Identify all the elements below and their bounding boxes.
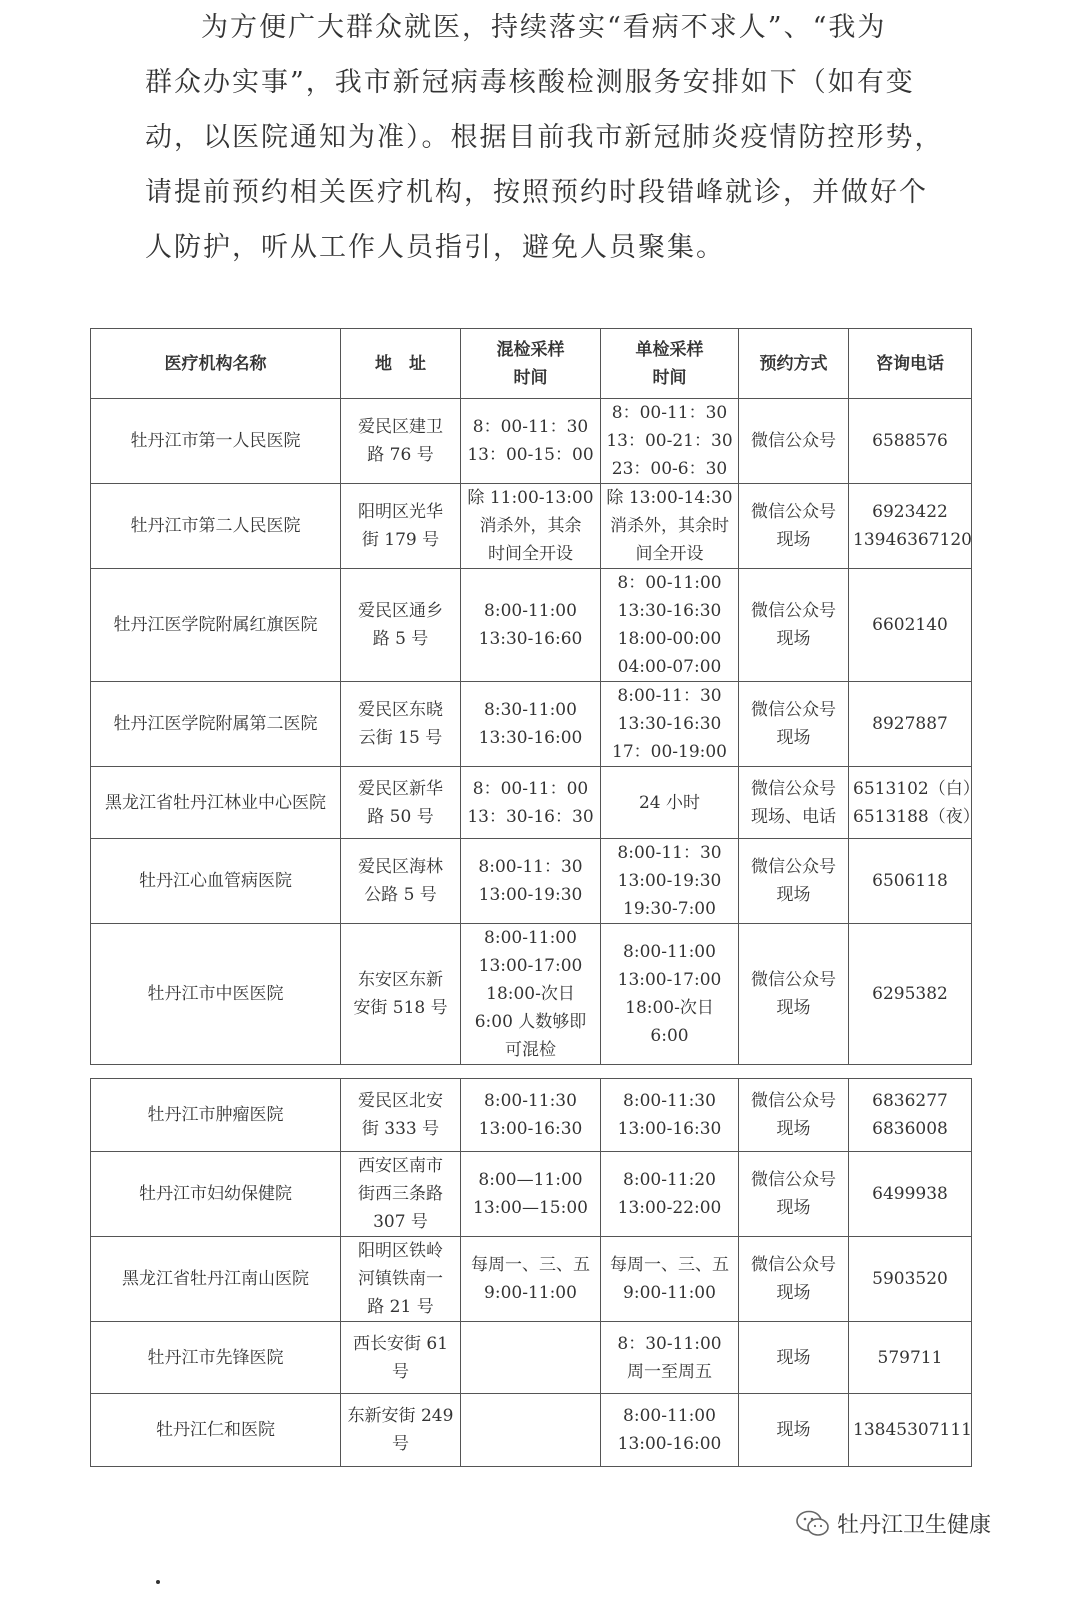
cell-single-time: 8：00-11:00 13:30-16:30 18:00-00:00 04:00-07:00 [601, 569, 739, 682]
cell-phone-number: 8927887 [849, 682, 972, 767]
intro-line: 动，以医院通知为准）。根据目前我市新冠肺炎疫情防控形势， [145, 122, 944, 153]
cell-single-time: 8：00-11：30 13：00-21：30 23：00-6：30 [601, 399, 739, 484]
table-row [91, 484, 972, 569]
wechat-icon [795, 1509, 831, 1539]
cell-single-time: 每周一、三、五 9:00-11:00 [601, 1237, 739, 1322]
table-row [91, 1152, 972, 1237]
cell-address: 爱民区北安 街 333 号 [341, 1079, 461, 1152]
wechat-account-brand [795, 1508, 991, 1539]
cell-booking-method: 微信公众号 [739, 399, 849, 484]
cell-booking-method: 微信公众号 现场 [739, 924, 849, 1065]
cell-mixed-time: 除 11:00-13:00 消杀外，其余 时间全开设 [461, 484, 601, 569]
cell-single-time: 除 13:00-14:30 消杀外，其余时 间全开设 [601, 484, 739, 569]
intro-line: 请提前预约相关医疗机构，按照预约时段错峰就诊，并做好个 [145, 177, 928, 208]
intro-paragraph [145, 0, 944, 275]
bullet-dot [156, 1580, 160, 1584]
cell-name: 牡丹江市先锋医院 [91, 1322, 341, 1394]
cell-mixed-time: 8:00-11:30 13:00-16:30 [461, 1079, 601, 1152]
cell-phone-number: 5903520 [849, 1237, 972, 1322]
cell-mixed-time: 8:00—11:00 13:00—15:00 [461, 1152, 601, 1237]
table-row [91, 1237, 972, 1322]
cell-name: 牡丹江仁和医院 [91, 1394, 341, 1467]
cell-mixed-time [461, 1322, 601, 1394]
cell-booking-method: 微信公众号 现场 [739, 682, 849, 767]
cell-phone-number: 579711 [849, 1322, 972, 1394]
cell-name: 牡丹江市第一人民医院 [91, 399, 341, 484]
cell-booking-method: 微信公众号 现场 [739, 484, 849, 569]
table-row [91, 767, 972, 839]
table-row [91, 924, 972, 1065]
cell-single-time: 8:00-11：30 13:30-16:30 17：00-19:00 [601, 682, 739, 767]
cell-mixed-time: 8:00-11：30 13:00-19:30 [461, 839, 601, 924]
cell-name: 牡丹江医学院附属第二医院 [91, 682, 341, 767]
cell-address: 西安区南市 街西三条路 307 号 [341, 1152, 461, 1237]
brand-name: 牡丹江卫生健康 [837, 1513, 992, 1538]
cell-name: 牡丹江医学院附属红旗医院 [91, 569, 341, 682]
cell-booking-method: 微信公众号 现场 [739, 1237, 849, 1322]
cell-name: 牡丹江市中医医院 [91, 924, 341, 1065]
table-row [91, 569, 972, 682]
intro-line: 为方便广大群众就医，持续落实“看病不求人”、“我为 [201, 12, 887, 43]
cell-booking-method: 微信公众号 现场 [739, 839, 849, 924]
cell-phone-number: 6506118 [849, 839, 972, 924]
cell-name: 黑龙江省牡丹江林业中心医院 [91, 767, 341, 839]
cell-address: 爱民区建卫 路 76 号 [341, 399, 461, 484]
cell-single-time: 8：30-11:00 周一至周五 [601, 1322, 739, 1394]
cell-single-time: 8:00-11:00 13:00-17:00 18:00-次日 6:00 [601, 924, 739, 1065]
intro-line: 人防护，听从工作人员指引，避免人员聚集。 [145, 232, 725, 263]
table-row [91, 682, 972, 767]
cell-address: 爱民区新华 路 50 号 [341, 767, 461, 839]
header-booking: 预约方式 [739, 329, 849, 399]
cell-booking-method: 微信公众号 现场、电话 [739, 767, 849, 839]
table-header-row [91, 329, 972, 399]
cell-name: 牡丹江心血管病医院 [91, 839, 341, 924]
table-body [91, 399, 980, 1065]
cell-phone-number: 6499938 [849, 1152, 972, 1237]
cell-address: 东新安街 249 号 [341, 1394, 461, 1467]
cell-mixed-time: 8：00-11：00 13：30-16：30 [461, 767, 601, 839]
cell-name: 牡丹江市妇幼保健院 [91, 1152, 341, 1237]
cell-booking-method: 现场 [739, 1394, 849, 1467]
cell-mixed-time: 8：00-11：30 13：00-15：00 [461, 399, 601, 484]
cell-address: 爱民区东晓 云街 15 号 [341, 682, 461, 767]
cell-name: 黑龙江省牡丹江南山医院 [91, 1237, 341, 1322]
cell-phone-number: 6588576 [849, 399, 972, 484]
header-single-time: 单检采样 时间 [601, 329, 739, 399]
cell-phone-number: 6295382 [849, 924, 972, 1065]
cell-address: 爱民区海林 公路 5 号 [341, 839, 461, 924]
table-body [91, 1079, 972, 1467]
cell-phone-number: 6836277 6836008 [849, 1079, 972, 1152]
cell-phone-number: 13845307111 [849, 1394, 972, 1467]
table-row [91, 839, 972, 924]
cell-address: 爱民区通乡 路 5 号 [341, 569, 461, 682]
cell-single-time: 8:00-11:20 13:00-22:00 [601, 1152, 739, 1237]
cell-phone-number: 6513102（白） 6513188（夜） [849, 767, 972, 839]
table-row [91, 1322, 972, 1394]
cell-single-time: 8:00-11:00 13:00-16:00 [601, 1394, 739, 1467]
cell-address: 阳明区铁岭 河镇铁南一 路 21 号 [341, 1237, 461, 1322]
cell-address: 西长安街 61 号 [341, 1322, 461, 1394]
table-row [91, 1079, 972, 1152]
cell-phone-number: 6602140 [849, 569, 972, 682]
intro-line: 群众办实事”，我市新冠病毒核酸检测服务安排如下（如有变 [145, 67, 915, 98]
cell-address: 阳明区光华 街 179 号 [341, 484, 461, 569]
cell-address: 东安区东新 安街 518 号 [341, 924, 461, 1065]
cell-name: 牡丹江市肿瘤医院 [91, 1079, 341, 1152]
cell-single-time: 8:00-11：30 13:00-19:30 19:30-7:00 [601, 839, 739, 924]
table-row [91, 1394, 972, 1467]
cell-single-time: 8:00-11:30 13:00-16:30 [601, 1079, 739, 1152]
header-name: 医疗机构名称 [91, 329, 341, 399]
cell-mixed-time: 8:30-11:00 13:30-16:00 [461, 682, 601, 767]
cell-mixed-time: 8:00-11:00 13:00-17:00 18:00-次日 6:00 人数够即 可混检 [461, 924, 601, 1065]
cell-booking-method: 现场 [739, 1322, 849, 1394]
cell-booking-method: 微信公众号 现场 [739, 1079, 849, 1152]
cell-booking-method: 微信公众号 现场 [739, 1152, 849, 1237]
cell-mixed-time: 每周一、三、五 9:00-11:00 [461, 1237, 601, 1322]
cell-booking-method: 微信公众号 现场 [739, 569, 849, 682]
cell-mixed-time [461, 1394, 601, 1467]
cell-phone-number: 6923422 13946367120 [849, 484, 972, 569]
cell-single-time: 24 小时 [601, 767, 739, 839]
testing-schedule-table-continued [90, 1078, 972, 1467]
header-phone: 咨询电话 [849, 329, 972, 399]
cell-name: 牡丹江市第二人民医院 [91, 484, 341, 569]
table-row [91, 399, 972, 484]
testing-schedule-table [90, 328, 980, 1065]
cell-mixed-time: 8:00-11:00 13:30-16:60 [461, 569, 601, 682]
header-mixed-time: 混检采样 时间 [461, 329, 601, 399]
header-address: 地 址 [341, 329, 461, 399]
